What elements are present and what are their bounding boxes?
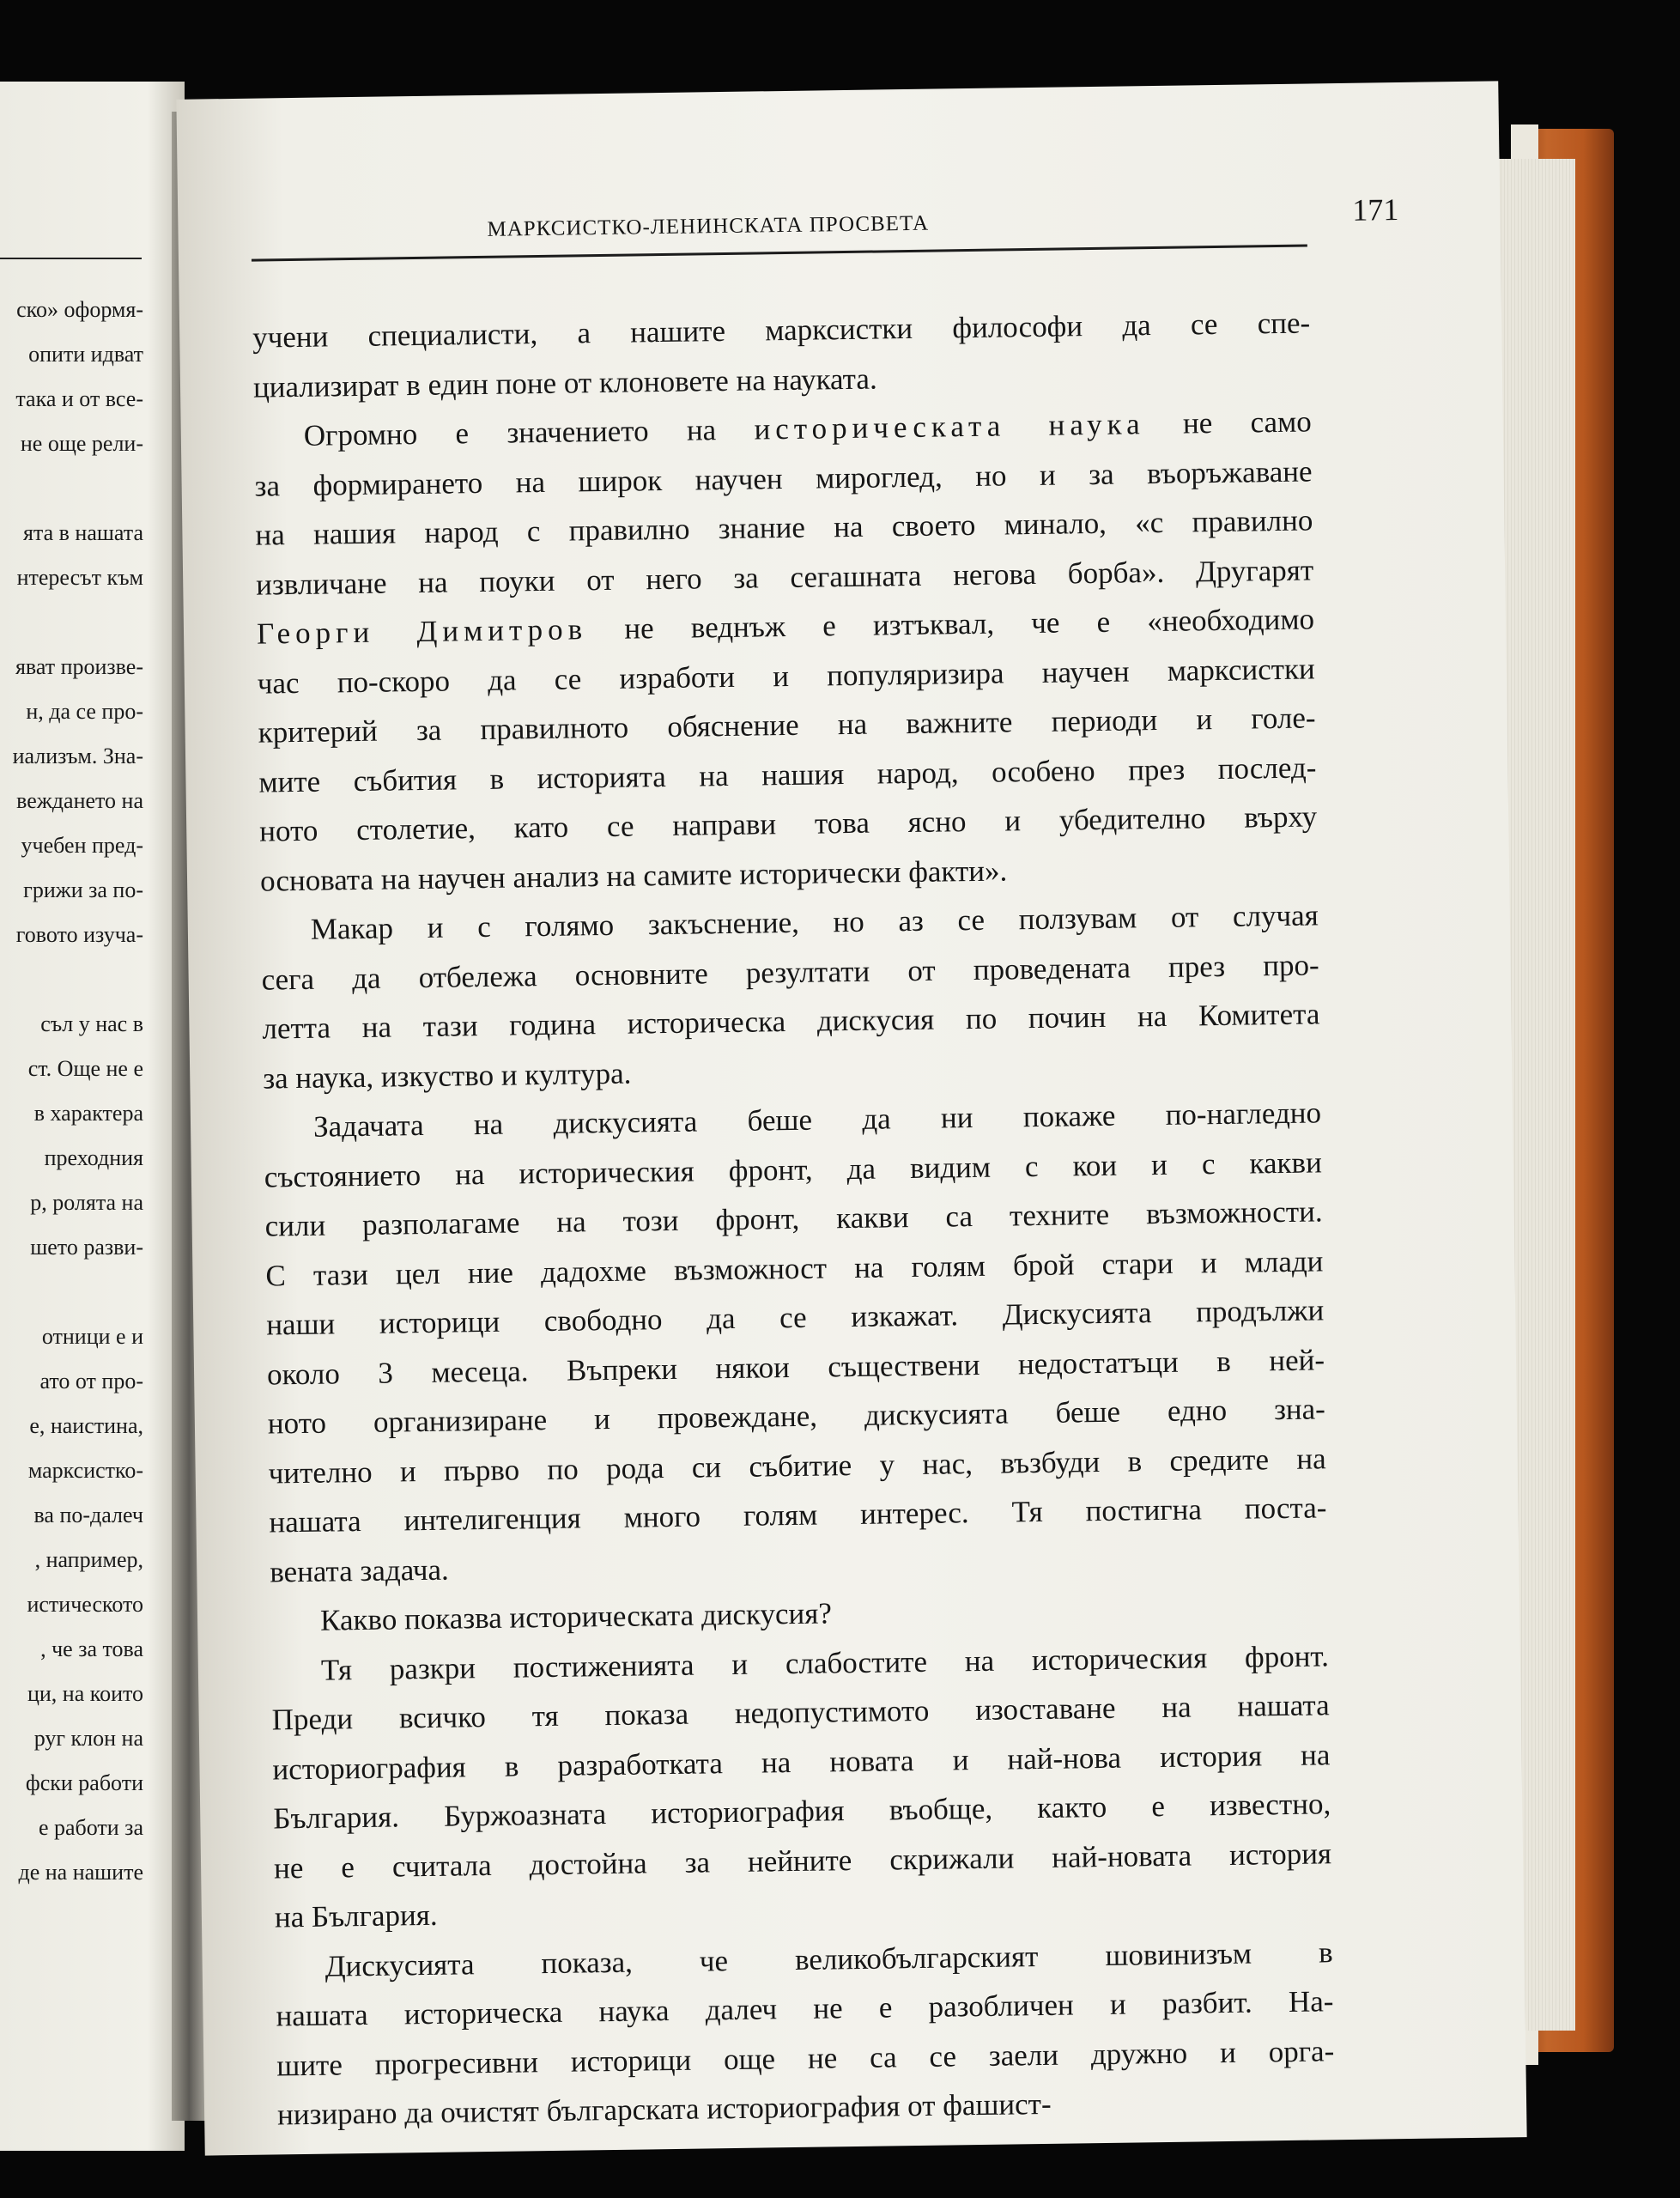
text-line: на нашия народ с правилно знание на своето минало, «с правилно (255, 503, 1313, 552)
paragraph (275, 1928, 1335, 2140)
left-page-line: истическото (27, 1592, 143, 1617)
left-page-line (0, 466, 143, 511)
text-line: България. Буржоазната историография въобще, както е известно, (273, 1787, 1331, 1836)
text-line: сега да отбележа основните резултати от проведената през про- (261, 947, 1319, 997)
left-page-line: е, наистина, (29, 1413, 143, 1438)
text-line: основата на научен анализ на самите исторически факти». (259, 853, 1008, 898)
text-line: наши историци свободно да се изкажат. Дискусията продължи (266, 1293, 1325, 1342)
text-line: Преди всичко тя показа недопустимото изоставане на нашата (271, 1688, 1330, 1737)
left-page-line: фски работи (25, 1770, 143, 1795)
text-line: извличане на поуки от него за сегашната негова борба». Другарят (255, 552, 1314, 602)
text-segment: не само (1144, 404, 1312, 441)
left-page (0, 82, 185, 2151)
paragraph (260, 890, 1320, 1102)
paragraph (271, 1631, 1333, 1942)
text-line: ното организиране и провеждане, дискусията беше едно зна- (267, 1392, 1326, 1441)
left-page-line: р, ролята на (30, 1190, 143, 1215)
paragraph (253, 397, 1318, 905)
left-page-line: ато от про- (39, 1369, 143, 1393)
text-line: сили разполагаме на този фронт, какви са техните възможности. (264, 1194, 1323, 1243)
text-line: Задачата на дискусията беше да ни покаже по-нагледно (312, 1096, 1322, 1144)
text-line: Какво показва историческата дискусия? (319, 1596, 833, 1637)
text-line: ното столетие, като се направи това ясно и убедително върху (258, 799, 1318, 848)
text-line: нашата интелигенция много голям интерес. Тя постигна поста- (269, 1491, 1327, 1539)
running-title: МАРКСИСТКО-ЛЕНИНСКАТА ПРОСВЕТА (487, 211, 930, 241)
text-line: около 3 месеца. Въпреки някои съществени недостатъци в ней- (266, 1342, 1325, 1392)
text-line: Дискусията показа, че великобългарският шовинизъм в (324, 1934, 1333, 1983)
left-page-line: де на нашите (18, 1860, 143, 1885)
left-page-line: е работи за (38, 1815, 143, 1840)
text-segment: Огромно е значението на (303, 412, 755, 452)
text-segment: не веднъж е изтъквал, че е «необходимо (586, 602, 1315, 647)
text-line: шите прогресивни историци още не са се заели дружно и орга- (276, 2033, 1335, 2082)
left-page-line: н, да се про- (26, 699, 143, 724)
left-page-line: преходния (44, 1145, 143, 1170)
left-page-line: съл у нас в (40, 1011, 143, 1036)
left-page-line: ци, на които (27, 1681, 143, 1706)
left-page-line (0, 1270, 143, 1315)
spaced-emphasis: Георги Димитров (256, 612, 588, 651)
left-page-line: не още рели- (20, 431, 143, 456)
body-text (252, 298, 1336, 2139)
left-page-line: веждането на (16, 788, 143, 813)
text-line: Тя разкри постиженията и слабостите на историческия фронт. (320, 1638, 1330, 1687)
text-line: критерий за правилното обяснение на важните периоди и голе- (258, 701, 1316, 750)
text-line: чително и първо по рода си събитие у нас, възбуди в средите на (268, 1441, 1326, 1491)
left-page-line: учебен пред- (21, 833, 143, 858)
text-line: вената задача. (270, 1552, 449, 1589)
left-page-line (0, 600, 143, 645)
paragraph (252, 298, 1311, 411)
text-line: историография в разработката на новата и най-нова история на (272, 1737, 1331, 1786)
left-page-line: така и от все- (15, 386, 143, 411)
left-page-line: яват произве- (15, 654, 143, 679)
text-line: нашата историческа наука далеч не е разобличен и разбит. На- (276, 1984, 1334, 2033)
text-line: мите събития в историята на нашия народ, особено през послед- (258, 750, 1317, 799)
left-page-line: опити идват (28, 342, 143, 367)
left-page-line: , например, (34, 1547, 143, 1572)
left-page-line: нтересът към (16, 565, 143, 590)
left-page-line: говото изуча- (15, 922, 143, 947)
page-number: 171 (1352, 192, 1399, 228)
text-line: учени специалисти, а нашите марксистки философи да се спе- (252, 306, 1311, 355)
left-page-line: в характера (33, 1101, 143, 1126)
left-page-line: шето разви- (30, 1235, 143, 1260)
left-page-line: грижи за по- (23, 877, 143, 902)
spaced-emphasis: историческата наука (754, 407, 1145, 446)
text-line: низирано да очистят българската историография от фашист- (276, 2086, 1052, 2132)
text-line: час по-скоро да се изработи и популяризира научен марксистки (257, 651, 1316, 701)
left-page-line: ва по-далеч (33, 1503, 143, 1527)
text-line: С тази цел ние дадохме възможност на голям брой стари и млади (265, 1243, 1324, 1293)
left-page-line: ско» оформя- (16, 297, 143, 322)
left-page-rule (0, 258, 142, 259)
left-page-line: иализъм. Зна- (12, 744, 143, 768)
left-page-text (0, 288, 143, 1895)
left-page-line: отници е и (41, 1324, 143, 1349)
text-line: не е считала достойна за нейните скрижали най-новата история (273, 1836, 1332, 1885)
left-page-line: , че за това (40, 1636, 143, 1661)
left-page-line: ята в нашата (22, 520, 143, 545)
left-page-line: ст. Още не е (27, 1056, 143, 1081)
text-line: на България. (274, 1897, 438, 1934)
text-line: циализират в един поне от клоновете на науката. (252, 361, 877, 404)
text-line: за наука, изкуство и култура. (263, 1056, 632, 1096)
text-line: Макар и с голямо закъснение, но аз се ползувам от случая (310, 898, 1319, 946)
left-page-line: руг клон на (33, 1726, 143, 1751)
text-line: състоянието на историческия фронт, да видим с кои и с какви (264, 1145, 1323, 1194)
left-page-line: марксистко- (27, 1458, 143, 1483)
paragraph (264, 1088, 1328, 1596)
text-line: за формирането на широк научен мироглед, но и за въоръжаване (254, 453, 1313, 503)
right-page (176, 81, 1526, 2155)
text-line: летта на тази година историческа дискусия по почин на Комитета (262, 997, 1320, 1046)
left-page-line (0, 957, 143, 1002)
